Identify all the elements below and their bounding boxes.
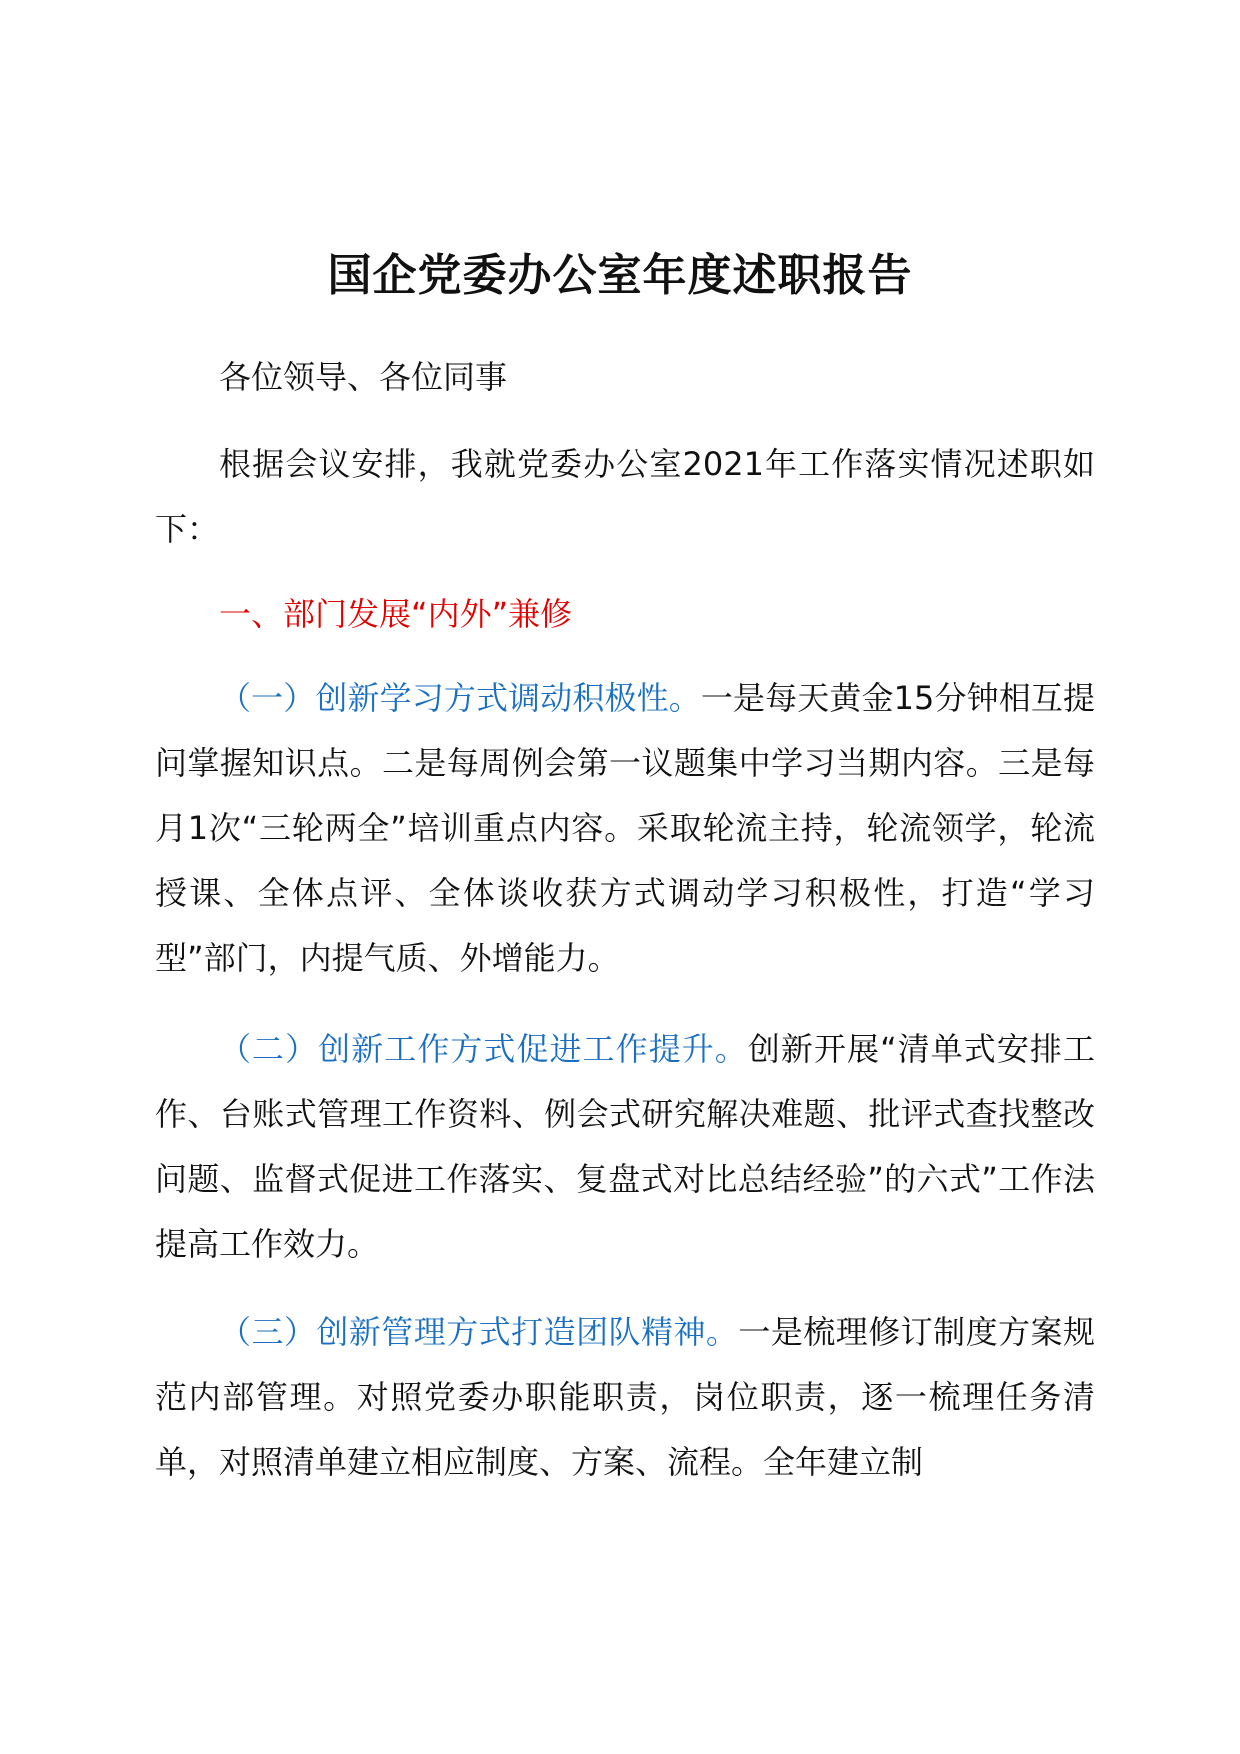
subsection-paragraph-1 xyxy=(155,666,1095,991)
subsection-paragraph-3 xyxy=(155,1300,1095,1495)
subsection-paragraph-2 xyxy=(155,1017,1095,1277)
subsection-body-1: 一是每天黄金15分钟相互提问掌握知识点。二是每周例会第一议题集中学习当期内容。三是每月1次“三轮两全”培训重点内容。采取轮流主持，轮流领学，轮流授课、全体点评、全体谈收获方式调动学习积极性，打造“学习型”部门，内提气质、外增能力。 xyxy=(155,679,1095,977)
greeting-paragraph: 各位领导、各位同事 xyxy=(219,358,508,396)
subsection-heading-1: （一）创新学习方式调动积极性。 xyxy=(219,679,701,717)
subsection-heading-3: （三）创新管理方式打造团队精神。 xyxy=(219,1313,739,1351)
subsection-body-2: 创新开展“清单式安排工作、台账式管理工作资料、例会式研究解决难题、批评式查找整改问题、监督式促进工作落实、复盘式对比总结经验”的六式”工作法提高工作效力。 xyxy=(155,1030,1095,1263)
section-heading: 一、部门发展“内外”兼修 xyxy=(219,595,573,633)
subsection-body-3: 一是梳理修订制度方案规范内部管理。对照党委办职能职责，岗位职责，逐一梳理任务清单，对照清单建立相应制度、方案、流程。全年建立制 xyxy=(155,1313,1095,1481)
document-title: 国企党委办公室年度述职报告 xyxy=(327,250,913,301)
subsection-heading-2: （二）创新工作方式促进工作提升。 xyxy=(219,1030,748,1068)
intro-paragraph: 根据会议安排，我就党委办公室2021年工作落实情况述职如下： xyxy=(155,445,1095,548)
